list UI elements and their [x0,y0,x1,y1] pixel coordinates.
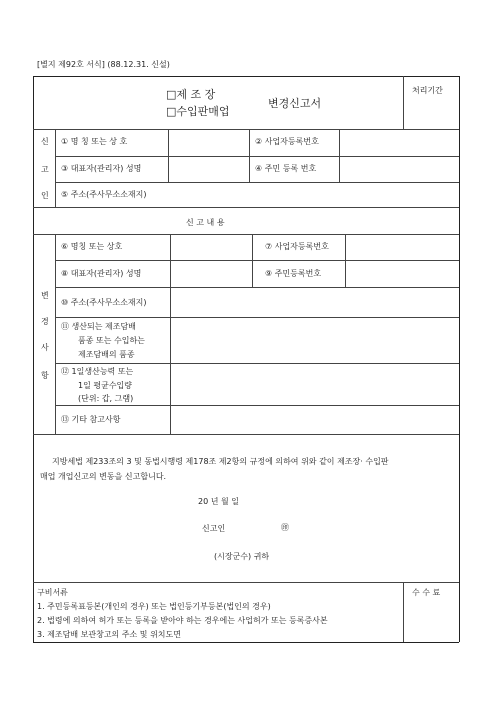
changes-row5-bottom [55,405,459,406]
product-type-label-line2: 품종 또는 수입하는 [78,336,145,345]
product-type-label-line3: 제조담배의 품종 [78,350,135,359]
processing-period-divider [403,76,404,129]
frame-right-border [459,76,460,642]
new-company-name-label: ⑥ 명칭 또는 상호 [61,242,123,251]
frame-bottom-border [33,642,459,643]
report-date: 20 년 월 일 [198,497,239,506]
declaration-line-2: 매업 개업신고의 변동을 신고합니다. [40,472,167,481]
changes-label-char-1: 변 [41,291,49,300]
changes-label-char-4: 항 [41,371,49,380]
company-name-label: ① 명 칭 또는 상 호 [61,137,128,146]
reporter-label: 신고인 [202,524,226,533]
manufacturing-plant-option: □제 조 장 [166,88,216,101]
applicant-value-divider-2 [339,129,340,182]
product-type-label-line1: ⑪ 생산되는 제조담배 [61,322,136,331]
changes-row1-bottom [55,260,459,261]
title-row-bottom [33,129,459,130]
fee-divider [403,582,404,642]
declaration-line-1: 지방세법 제233조의 3 및 동법시행령 제178조 제2항의 규정에 의하여 위와 같이 제조장· 수입판 [52,457,389,466]
addressee: (시장군수) 귀하 [214,552,270,561]
report-content-top [33,207,459,208]
capacity-label-line1: ⑫ 1일생산능력 또는 [61,367,134,376]
changes-value-divider-2 [345,234,346,287]
other-notes-label: ⑬ 기타 참고사항 [61,415,121,424]
resident-reg-number-label: ④ 주민 등록 번호 [255,164,317,173]
new-business-reg-number-label: ⑦ 사업자등록번호 [265,242,329,251]
changes-label-char-2: 경 [41,317,49,326]
changes-label-char-3: 사 [41,343,49,352]
new-resident-reg-number-label: ⑨ 주민등록번호 [265,269,322,278]
required-documents-title: 구비서류 [37,588,68,597]
required-document-3: 3. 제조담배 보관창고의 주소 및 위치도면 [37,630,181,639]
applicant-label-divider [55,129,56,207]
applicant-row2-bottom [55,182,459,183]
frame-left-border [33,76,34,642]
applicant-address-label: ⑤ 주소(주사무소소재지) [61,190,147,199]
applicant-row1-bottom [55,156,459,157]
capacity-label-line2: 1일 평균수입량 [78,381,133,390]
required-document-1: 1. 주민등록표등본(개인의 경우) 또는 법인등기부등본(법인의 경우) [37,602,271,611]
declaration-top [33,434,459,435]
form-header: [별지 제92호 서식] (88.12.31. 신설) [37,60,170,69]
seal-mark: ㊞ [281,523,289,532]
report-content-bottom [33,234,459,235]
applicant-label-char-3: 인 [41,191,49,200]
changes-mid-divider [252,234,253,287]
capacity-label-line3: (단위: 갑, 그램) [78,394,134,403]
applicant-label-char-2: 고 [41,165,49,174]
changes-row4-bottom [55,363,459,364]
required-document-2: 2. 법령에 의하여 허가 또는 등록을 받아야 하는 경우에는 사업허가 또는 등록증사본 [37,616,328,625]
fee-label: 수 수 료 [412,588,441,597]
report-content-header: 신 고 내 용 [186,218,225,227]
form-title: 변경신고서 [268,97,322,110]
import-sales-option: □수입판매업 [166,105,230,118]
changes-row2-bottom [55,287,459,288]
changes-row3-bottom [55,317,459,318]
representative-name-label: ③ 대표자(관리자) 성명 [61,164,142,173]
changes-label-value-divider [170,234,171,434]
applicant-value-divider-1 [168,129,169,182]
frame-top-border [33,76,459,77]
new-address-label: ⑩ 주소(주사무소소재지) [61,298,147,307]
processing-period-label: 처리기간 [412,86,443,95]
applicant-label-char-1: 신 [41,137,49,146]
business-reg-number-label: ② 사업자등록번호 [255,137,319,146]
applicant-mid-divider-1 [249,129,250,182]
changes-label-divider [55,234,56,434]
documents-top [33,582,459,583]
new-representative-name-label: ⑧ 대표자(관리자) 성명 [61,269,142,278]
